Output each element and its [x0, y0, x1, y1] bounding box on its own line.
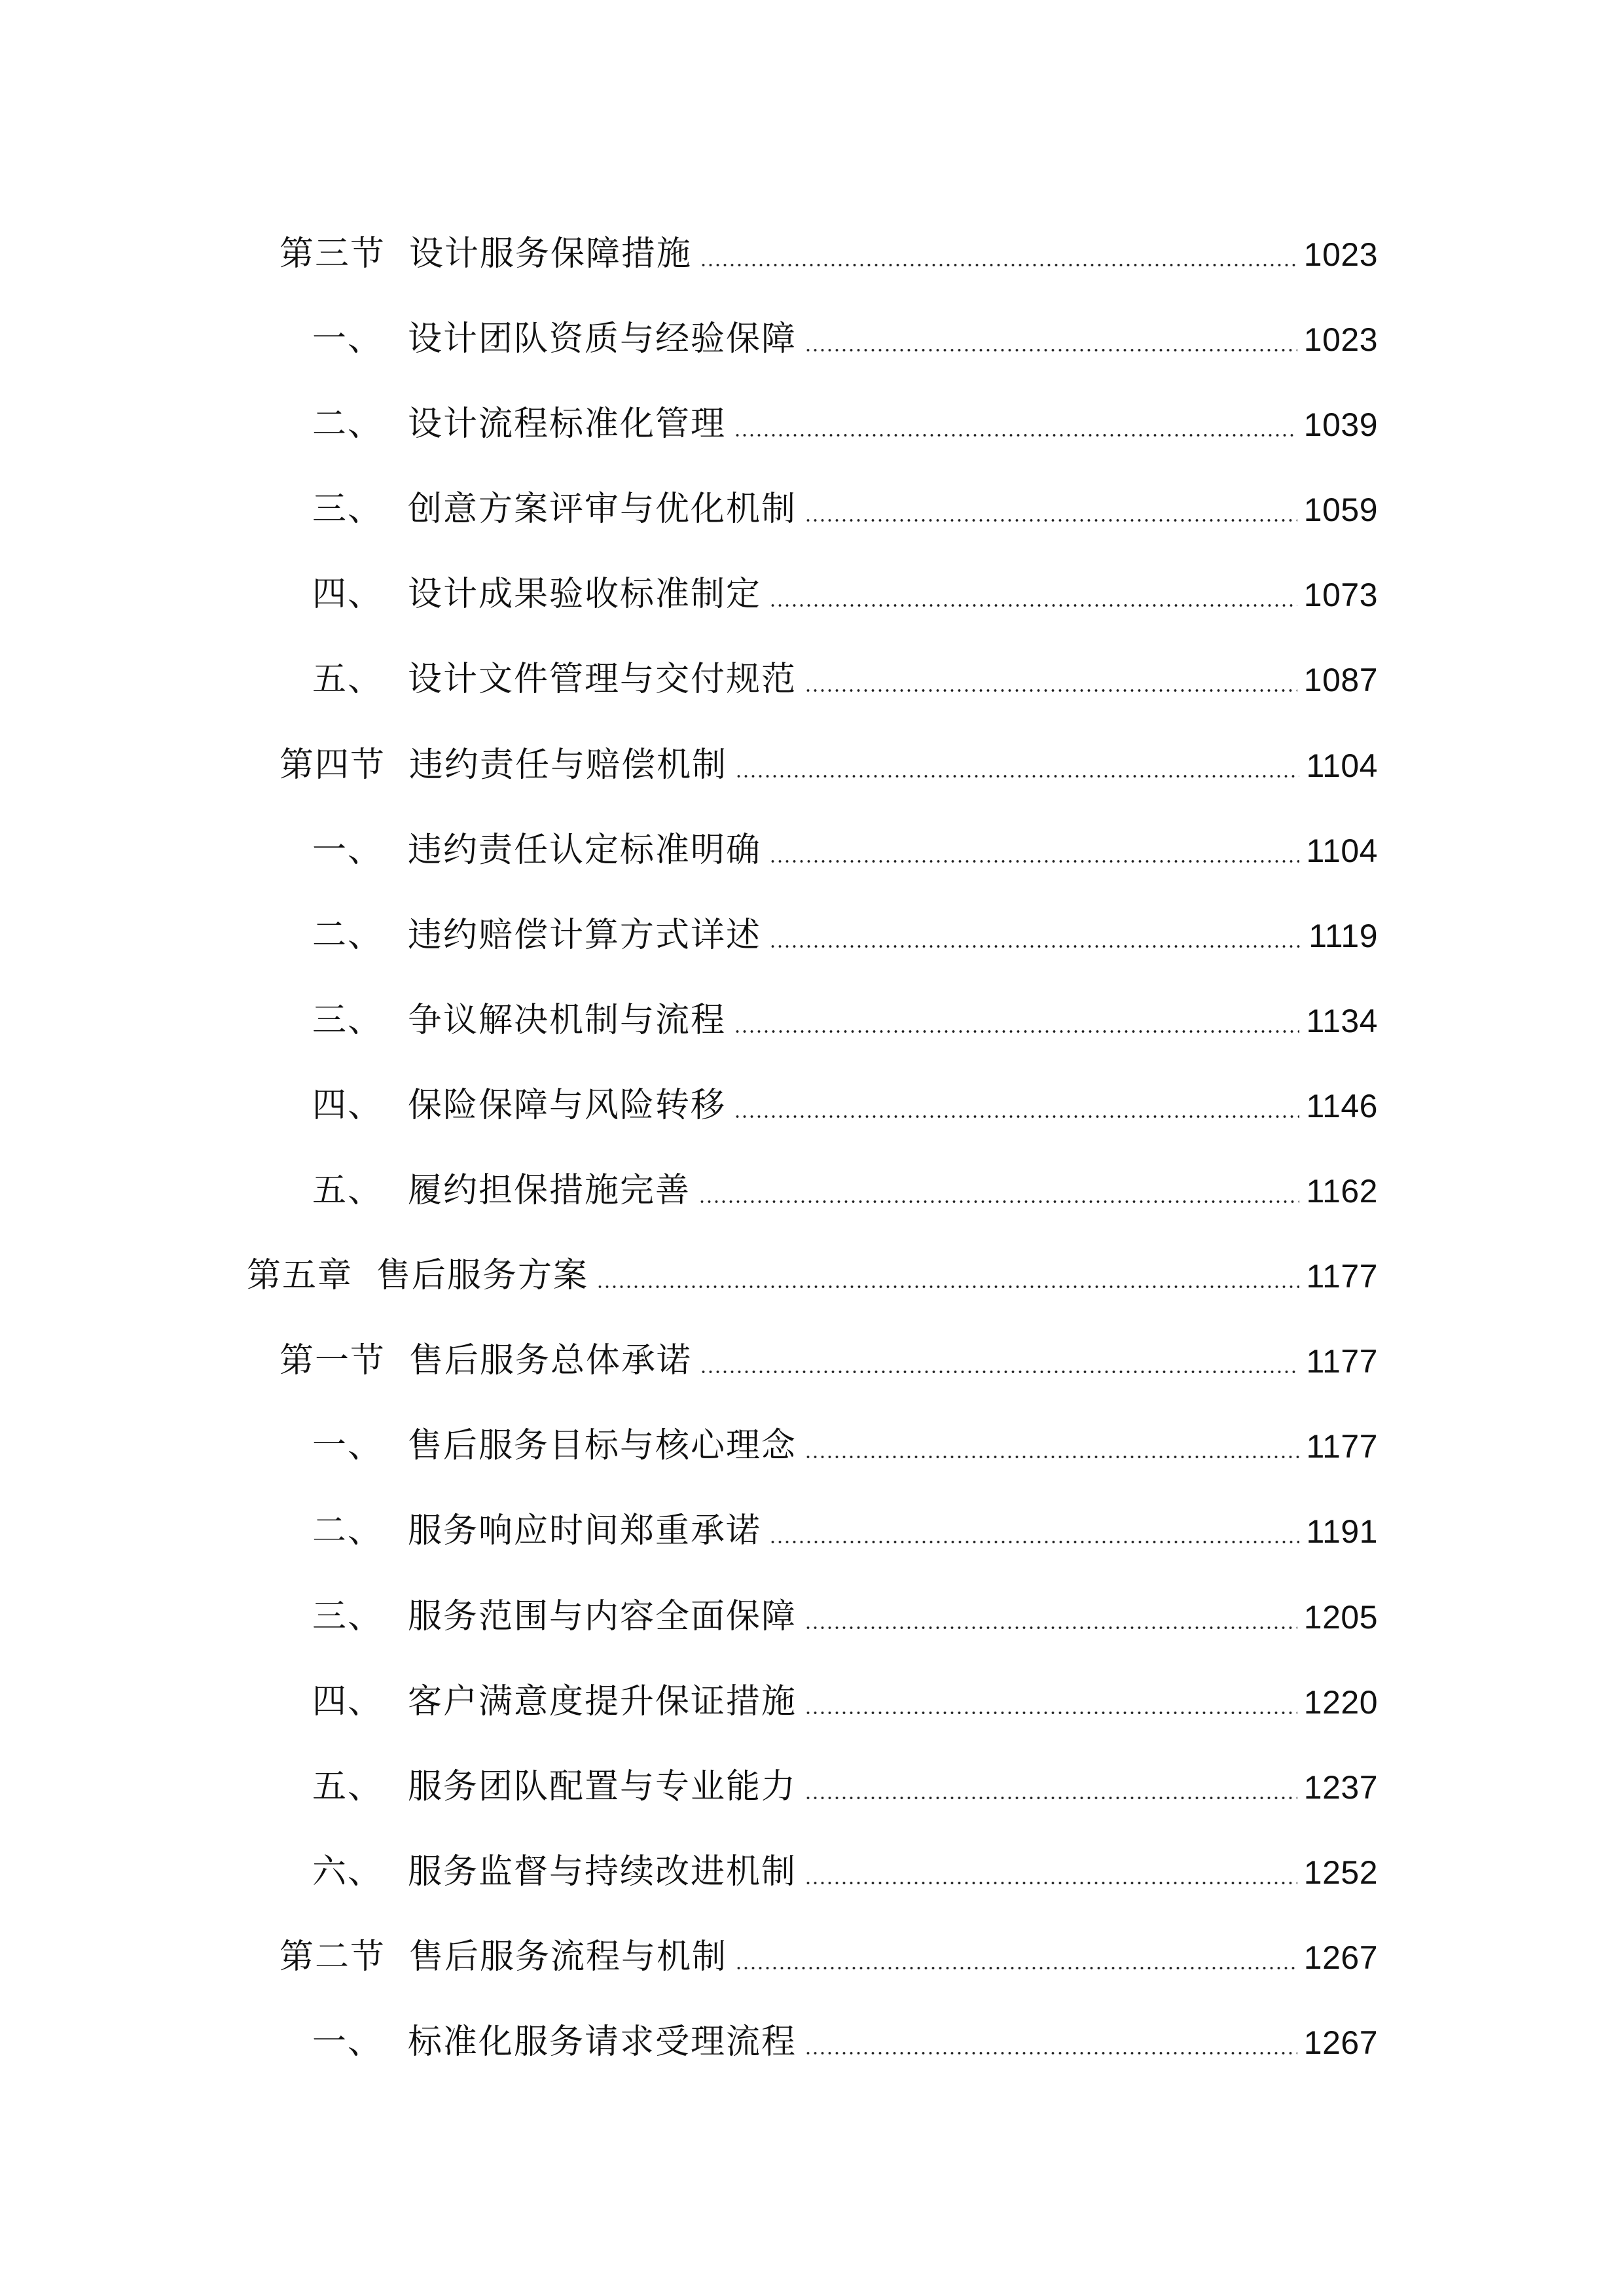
toc-entry-number: 第三节	[280, 234, 386, 274]
toc-entry-number: 一、	[312, 1426, 384, 1466]
toc-entry-item[interactable]	[0, 1573, 1624, 1659]
dot-leader	[804, 689, 1297, 692]
toc-entry-number: 三、	[312, 1000, 384, 1040]
toc-entry-content	[312, 466, 1378, 529]
toc-entry-number: 五、	[312, 1171, 384, 1211]
toc-entry-content	[312, 1829, 1378, 1892]
toc-entry-page: 1104	[1306, 832, 1378, 869]
toc-entry-content	[280, 722, 1378, 785]
toc-entry-number: 第一节	[280, 1341, 386, 1381]
toc-entry-content	[312, 1062, 1378, 1125]
toc-entry-title: 服务响应时间郑重承诺	[408, 1511, 762, 1551]
dot-leader	[804, 518, 1297, 522]
toc-entry-title: 违约责任与赔偿机制	[409, 745, 728, 785]
dot-leader	[769, 859, 1299, 863]
toc-entry-title: 保险保障与风险转移	[408, 1085, 727, 1125]
toc-entry-item[interactable]	[0, 636, 1624, 721]
dot-leader	[769, 1540, 1299, 1544]
toc-entry-title: 设计团队资质与经验保障	[408, 319, 797, 359]
toc-entry-page: 1252	[1303, 1854, 1378, 1891]
toc-entry-content	[312, 1147, 1378, 1211]
toc-entry-item[interactable]	[0, 1062, 1624, 1147]
dot-leader	[700, 263, 1297, 267]
toc-entry-page: 1146	[1306, 1087, 1378, 1124]
toc-entry-item[interactable]	[0, 977, 1624, 1062]
toc-entry-item[interactable]	[0, 551, 1624, 636]
toc-entry-content	[312, 1403, 1378, 1466]
toc-entry-item[interactable]	[0, 1744, 1624, 1829]
toc-entry-page: 1267	[1303, 1939, 1378, 1976]
toc-entry-page: 1177	[1306, 1258, 1378, 1295]
dot-leader	[804, 1881, 1297, 1885]
toc-entry-content	[247, 1232, 1378, 1296]
dot-leader	[734, 433, 1297, 437]
toc-entry-content	[312, 977, 1378, 1040]
toc-entry-chapter[interactable]	[0, 1232, 1624, 1318]
toc-entry-page: 1059	[1303, 492, 1378, 529]
toc-entry-content	[312, 1659, 1378, 1719]
toc-entry-page: 1104	[1306, 747, 1378, 784]
dot-leader	[804, 1796, 1297, 1800]
toc-entry-content	[312, 892, 1378, 955]
toc-entry-title: 设计成果验收标准制定	[408, 575, 762, 615]
toc-entry-content	[312, 381, 1378, 444]
toc-entry-content	[312, 1999, 1378, 2062]
toc-entry-title: 违约责任认定标准明确	[408, 830, 762, 870]
toc-entry-page: 1119	[1308, 917, 1378, 954]
toc-entry-number: 第五章	[247, 1256, 353, 1296]
dot-leader	[804, 1626, 1297, 1630]
toc-entry-content	[312, 1573, 1378, 1634]
toc-entry-item[interactable]	[0, 381, 1624, 466]
dot-leader	[698, 1200, 1299, 1204]
toc-entry-item[interactable]	[0, 1488, 1624, 1573]
dot-leader	[735, 774, 1299, 778]
toc-entry-content	[312, 551, 1378, 615]
toc-entry-page: 1073	[1303, 577, 1378, 614]
toc-entry-page: 1134	[1306, 1002, 1378, 1039]
toc-entry-number: 二、	[312, 1511, 384, 1551]
toc-entry-title: 履约担保措施完善	[408, 1171, 691, 1211]
toc-entry-number: 一、	[312, 830, 384, 870]
table-of-contents	[0, 211, 1624, 2084]
dot-leader	[700, 1370, 1299, 1374]
dot-leader	[735, 1966, 1297, 1970]
toc-entry-number: 第二节	[280, 1937, 386, 1977]
toc-entry-section[interactable]	[0, 211, 1624, 296]
toc-entry-item[interactable]	[0, 1999, 1624, 2084]
toc-entry-content	[312, 1744, 1378, 1804]
toc-entry-content	[312, 1488, 1378, 1551]
toc-entry-number: 一、	[312, 2022, 384, 2062]
toc-entry-title: 设计服务保障措施	[409, 234, 693, 274]
toc-entry-page: 1267	[1303, 2024, 1378, 2061]
toc-entry-content	[312, 807, 1378, 870]
toc-entry-content	[280, 211, 1378, 274]
toc-entry-number: 二、	[312, 404, 384, 444]
toc-entry-content	[312, 636, 1378, 700]
toc-entry-page: 1177	[1306, 1428, 1378, 1465]
toc-entry-number: 四、	[312, 575, 384, 615]
toc-entry-page: 1023	[1303, 321, 1378, 359]
toc-entry-item[interactable]	[0, 466, 1624, 551]
toc-entry-number: 四、	[312, 1085, 384, 1125]
toc-entry-title: 服务监督与持续改进机制	[408, 1852, 797, 1892]
toc-entry-item[interactable]	[0, 296, 1624, 381]
toc-entry-number: 五、	[312, 660, 384, 700]
toc-entry-content	[312, 296, 1378, 359]
toc-entry-item[interactable]	[0, 807, 1624, 892]
toc-entry-page: 1220	[1303, 1683, 1378, 1721]
toc-entry-title: 争议解决机制与流程	[408, 1000, 727, 1040]
dot-leader	[804, 348, 1297, 352]
toc-entry-title: 客户满意度提升保证措施	[408, 1681, 797, 1721]
dot-leader	[596, 1285, 1299, 1289]
toc-entry-title: 售后服务目标与核心理念	[408, 1426, 797, 1466]
toc-entry-number: 五、	[312, 1767, 384, 1806]
toc-entry-content	[280, 1914, 1378, 1977]
toc-entry-item[interactable]	[0, 1659, 1624, 1744]
dot-leader	[769, 603, 1297, 607]
toc-entry-item[interactable]	[0, 892, 1624, 977]
toc-entry-title: 创意方案评审与优化机制	[408, 490, 797, 529]
toc-entry-page: 1191	[1306, 1513, 1378, 1551]
toc-entry-number: 三、	[312, 1596, 384, 1636]
toc-entry-title: 售后服务方案	[376, 1256, 589, 1296]
toc-entry-title: 设计文件管理与交付规范	[408, 660, 797, 700]
toc-entry-number: 四、	[312, 1681, 384, 1721]
toc-entry-item[interactable]	[0, 1147, 1624, 1232]
toc-entry-section[interactable]	[0, 1914, 1624, 1999]
toc-entry-content	[280, 1318, 1378, 1381]
toc-entry-number: 二、	[312, 915, 384, 955]
toc-entry-title: 售后服务流程与机制	[409, 1937, 728, 1977]
toc-entry-title: 服务团队配置与专业能力	[408, 1767, 797, 1806]
toc-entry-title: 售后服务总体承诺	[409, 1341, 693, 1381]
toc-entry-number: 六、	[312, 1852, 384, 1892]
dot-leader	[734, 1115, 1299, 1119]
dot-leader	[769, 944, 1302, 948]
toc-entry-title: 服务范围与内容全面保障	[408, 1596, 797, 1636]
toc-entry-page: 1205	[1303, 1598, 1378, 1636]
toc-entry-item[interactable]	[0, 1403, 1624, 1488]
toc-entry-title: 标准化服务请求受理流程	[408, 2022, 797, 2062]
toc-entry-section[interactable]	[0, 1318, 1624, 1403]
dot-leader	[734, 1030, 1299, 1033]
toc-entry-number: 第四节	[280, 745, 386, 785]
dot-leader	[804, 1711, 1297, 1715]
toc-entry-number: 一、	[312, 319, 384, 359]
toc-entry-page: 1023	[1303, 236, 1378, 273]
toc-entry-page: 1162	[1306, 1173, 1378, 1210]
toc-entry-page: 1237	[1303, 1768, 1378, 1806]
toc-entry-item[interactable]	[0, 1829, 1624, 1914]
toc-entry-section[interactable]	[0, 722, 1624, 807]
dot-leader	[804, 1455, 1299, 1459]
toc-entry-title: 违约赔偿计算方式详述	[408, 915, 762, 955]
toc-entry-page: 1087	[1303, 662, 1378, 699]
dot-leader	[804, 2051, 1297, 2055]
toc-entry-page: 1039	[1303, 406, 1378, 444]
toc-entry-title: 设计流程标准化管理	[408, 404, 727, 444]
toc-entry-page: 1177	[1306, 1343, 1378, 1380]
toc-entry-number: 三、	[312, 490, 384, 529]
